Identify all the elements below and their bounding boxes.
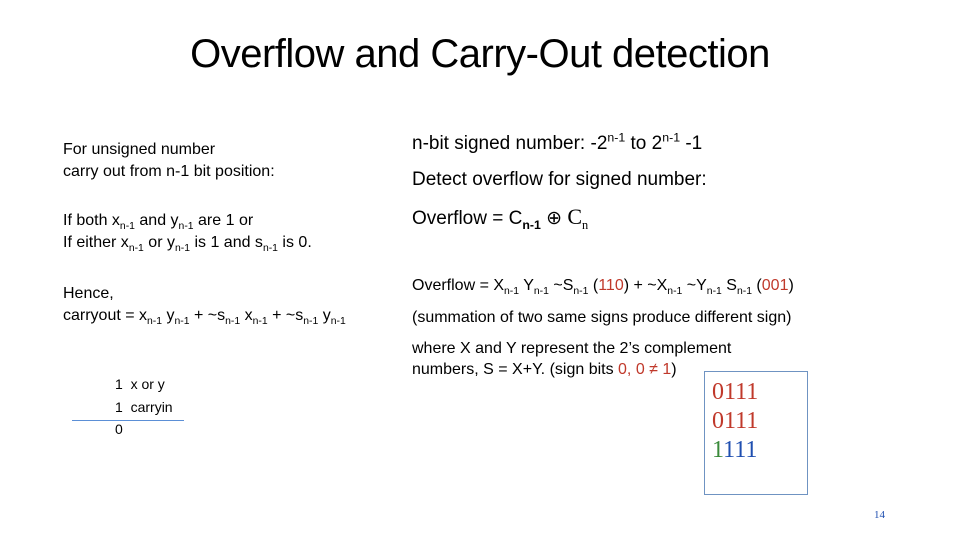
summation-note: (summation of two same signs produce different sign) [412,309,792,326]
where-line-2: numbers, S = X+Y. (sign bits 0, 0 ≠ 1) [412,361,677,378]
unsigned-heading [63,139,275,183]
page-number: 14 [874,509,885,521]
overflow-formula: Overflow = $X_{n-1}$ $Y_{n-1}$ $\sim S_{n-1}$ $(110) + \sim X_{n-1}$ $\sim Y_{n-1}$ $S_{n-1}$ (001) [412,277,794,298]
xor-formula: Overflow = $C_{n-1}$ ⊕ $C_n$ [412,204,589,232]
unsigned-line-1: For unsigned number [63,141,216,158]
bits-row-1: 0111 [712,379,759,405]
hence-label: Hence, [63,285,114,302]
condition-1: If both $x_{n-1}$ and $y_{n-1}$ are 1 or [63,212,254,233]
bits-row-2: 0111 [712,408,759,434]
slide-title: Overflow and Carry-Out detection [190,32,770,76]
carry-example-row-2: 1 carryin [115,399,173,415]
carry-example-row-3: 0 [115,421,123,437]
sum-underline [72,420,184,421]
unsigned-line-2: carry out from n-1 bit position: [63,163,275,180]
condition-2: If either $x_{n-1}$ or $y_{n-1}$ is 1 and $s_{n-1}$ is 0. [63,234,312,255]
carryout-formula-block [63,283,346,327]
detect-heading: Detect overflow for signed number: [412,169,707,190]
carry-example-row-1: 1 x or y [115,376,165,392]
carry-conditions [63,210,312,254]
bits-row-3: 1111 [712,437,758,463]
where-line-1: where X and Y represent the 2’s complement [412,340,732,357]
carryout-formula: carryout = $x_{n-1}$ $y_{n-1}$ + $\sim s_{n-1}$ $x_{n-1}$ + $\sim s_{n-1}$ $y_{n-1}$ [63,307,346,328]
signed-range: n-bit signed number: -2$^{n-1}$ to 2$^{n-1}$ -1 [412,130,703,154]
